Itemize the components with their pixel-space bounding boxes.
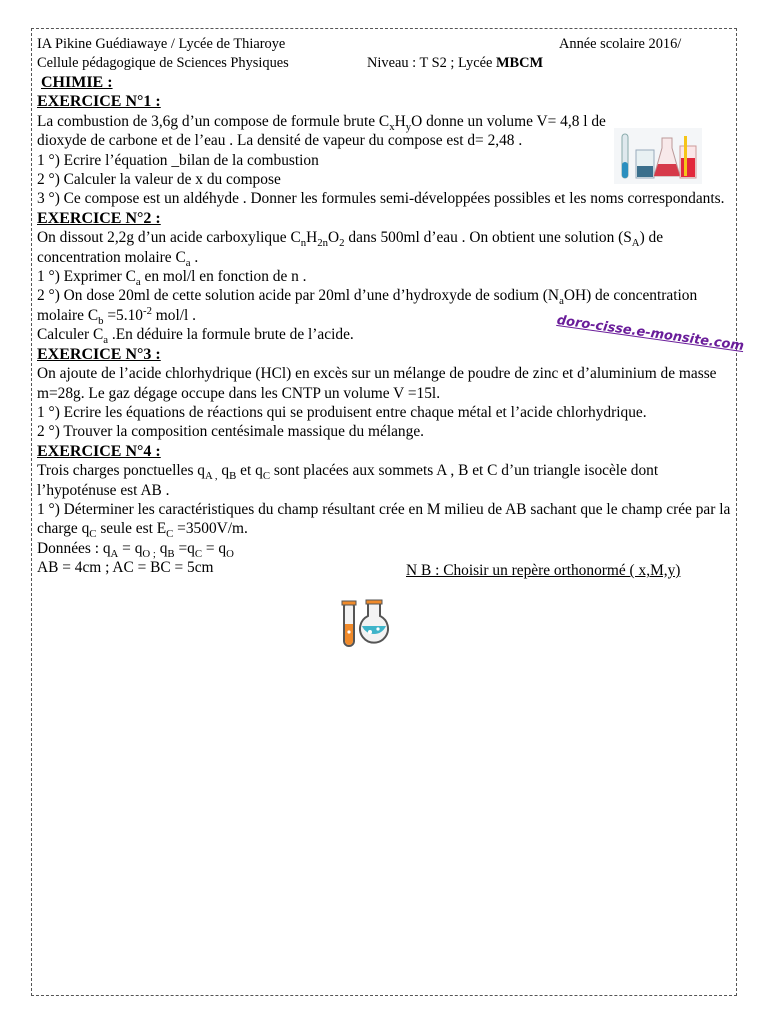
ex4-intro: Trois charges ponctuelles $q_{A ,}$ $q_B$ et $q_C$ sont placées aux sommets A , B et C d’un triangle isocèle dont l’hypoténuse est AB . [37, 462, 659, 499]
ex2-title: EXERCICE N°2 : [37, 209, 161, 227]
document-body [37, 35, 737, 604]
flask-test-tube-icon [330, 596, 396, 652]
website-watermark: doro-cisse.e-monsite.com [555, 312, 745, 355]
ex3-title: EXERCICE N°3 : [37, 345, 161, 363]
header-level: Niveau : T S2 ; Lycée MBCM [367, 55, 544, 71]
header-line-2 [37, 54, 737, 73]
ex3-question-2: 2 °) Trouver la composition centésimale massique du mélange. [37, 423, 424, 441]
ex4-data: Données : $q_A = q_{O ;}$ $q_B =q_C = q_O$ [37, 539, 234, 560]
header-school-year: Année scolaire 2016/ [559, 36, 682, 52]
ex1-question-1: 1 °) Ecrire l’équation _bilan de la combustion [37, 151, 319, 169]
ex1-question-2: 2 °) Calculer la valeur de x du compose [37, 171, 281, 189]
header-institution: IA Pikine Guédiawaye / Lycée de Thiaroye [37, 36, 286, 52]
header-line-1 [37, 35, 737, 54]
header-school-name: MBCM [495, 55, 544, 71]
ex4-dimensions: AB = 4cm ; AC = BC = 5cm [37, 559, 214, 577]
ex2-question-3: Calculer $C_a$ .En déduire la formule brute de l’acide. [37, 326, 354, 347]
ex2-question-1: 1 °) Exprimer $C_a$ en mol/l en fonction de n . [37, 268, 307, 289]
ex3-intro: On ajoute de l’acide chlorhydrique (HCl) en excès sur un mélange de poudre de zinc et d’aluminium de masse m=28g. Le gaz dégage occupe dans les CNTP un volume V =15l. [37, 365, 717, 402]
ex4-note: N B : Choisir un repère orthonormé ( x,M,y) [406, 562, 681, 580]
ex2-intro: On dissout 2,2g d’un acide carboxylique $C_nH_{2n}O_2$ dans 500ml d’eau . On obtient une solution $(S_A)$ de concentration molaire $C_a$ . [37, 229, 664, 269]
lab-glassware-icon [614, 128, 702, 184]
ex1-question-3: 3 °) Ce compose est un aldéhyde . Donner les formules semi-développées possibles et les noms correspondants. [37, 190, 725, 208]
ex4-question-1: 1 °) Déterminer les caractéristiques du champ résultant crée en M milieu de AB sachant que le champ crée par la charge $q_C$ seule est $E_C =3500V/m$. [37, 500, 731, 541]
ex1-title: EXERCICE N°1 : [37, 93, 161, 111]
header-cell: Cellule pédagogique de Sciences Physiques [37, 55, 289, 71]
ex3-question-1: 1 °) Ecrire les équations de réactions qui se produisent entre chaque métal et l’acide chlorhydrique. [37, 403, 647, 421]
ex1-intro: La combustion de 3,6g d’un compose de formule brute $C_xH_yO$ donne un volume V= 4,8 l de dioxyde de carbone et de l’eau . La densité de vapeur du compose est d= 2,48 . [37, 112, 606, 150]
subject-title: CHIMIE : [41, 74, 113, 91]
ex2-question-2: 2 °) On dose 20ml de cette solution acide par 20ml d’une d’hydroxyde de sodium $(N_aOH)$ de concentration molaire $C_b =5.10^{-2}$ mol/l . [37, 287, 698, 327]
ex4-title: EXERCICE N°4 : [37, 442, 161, 460]
